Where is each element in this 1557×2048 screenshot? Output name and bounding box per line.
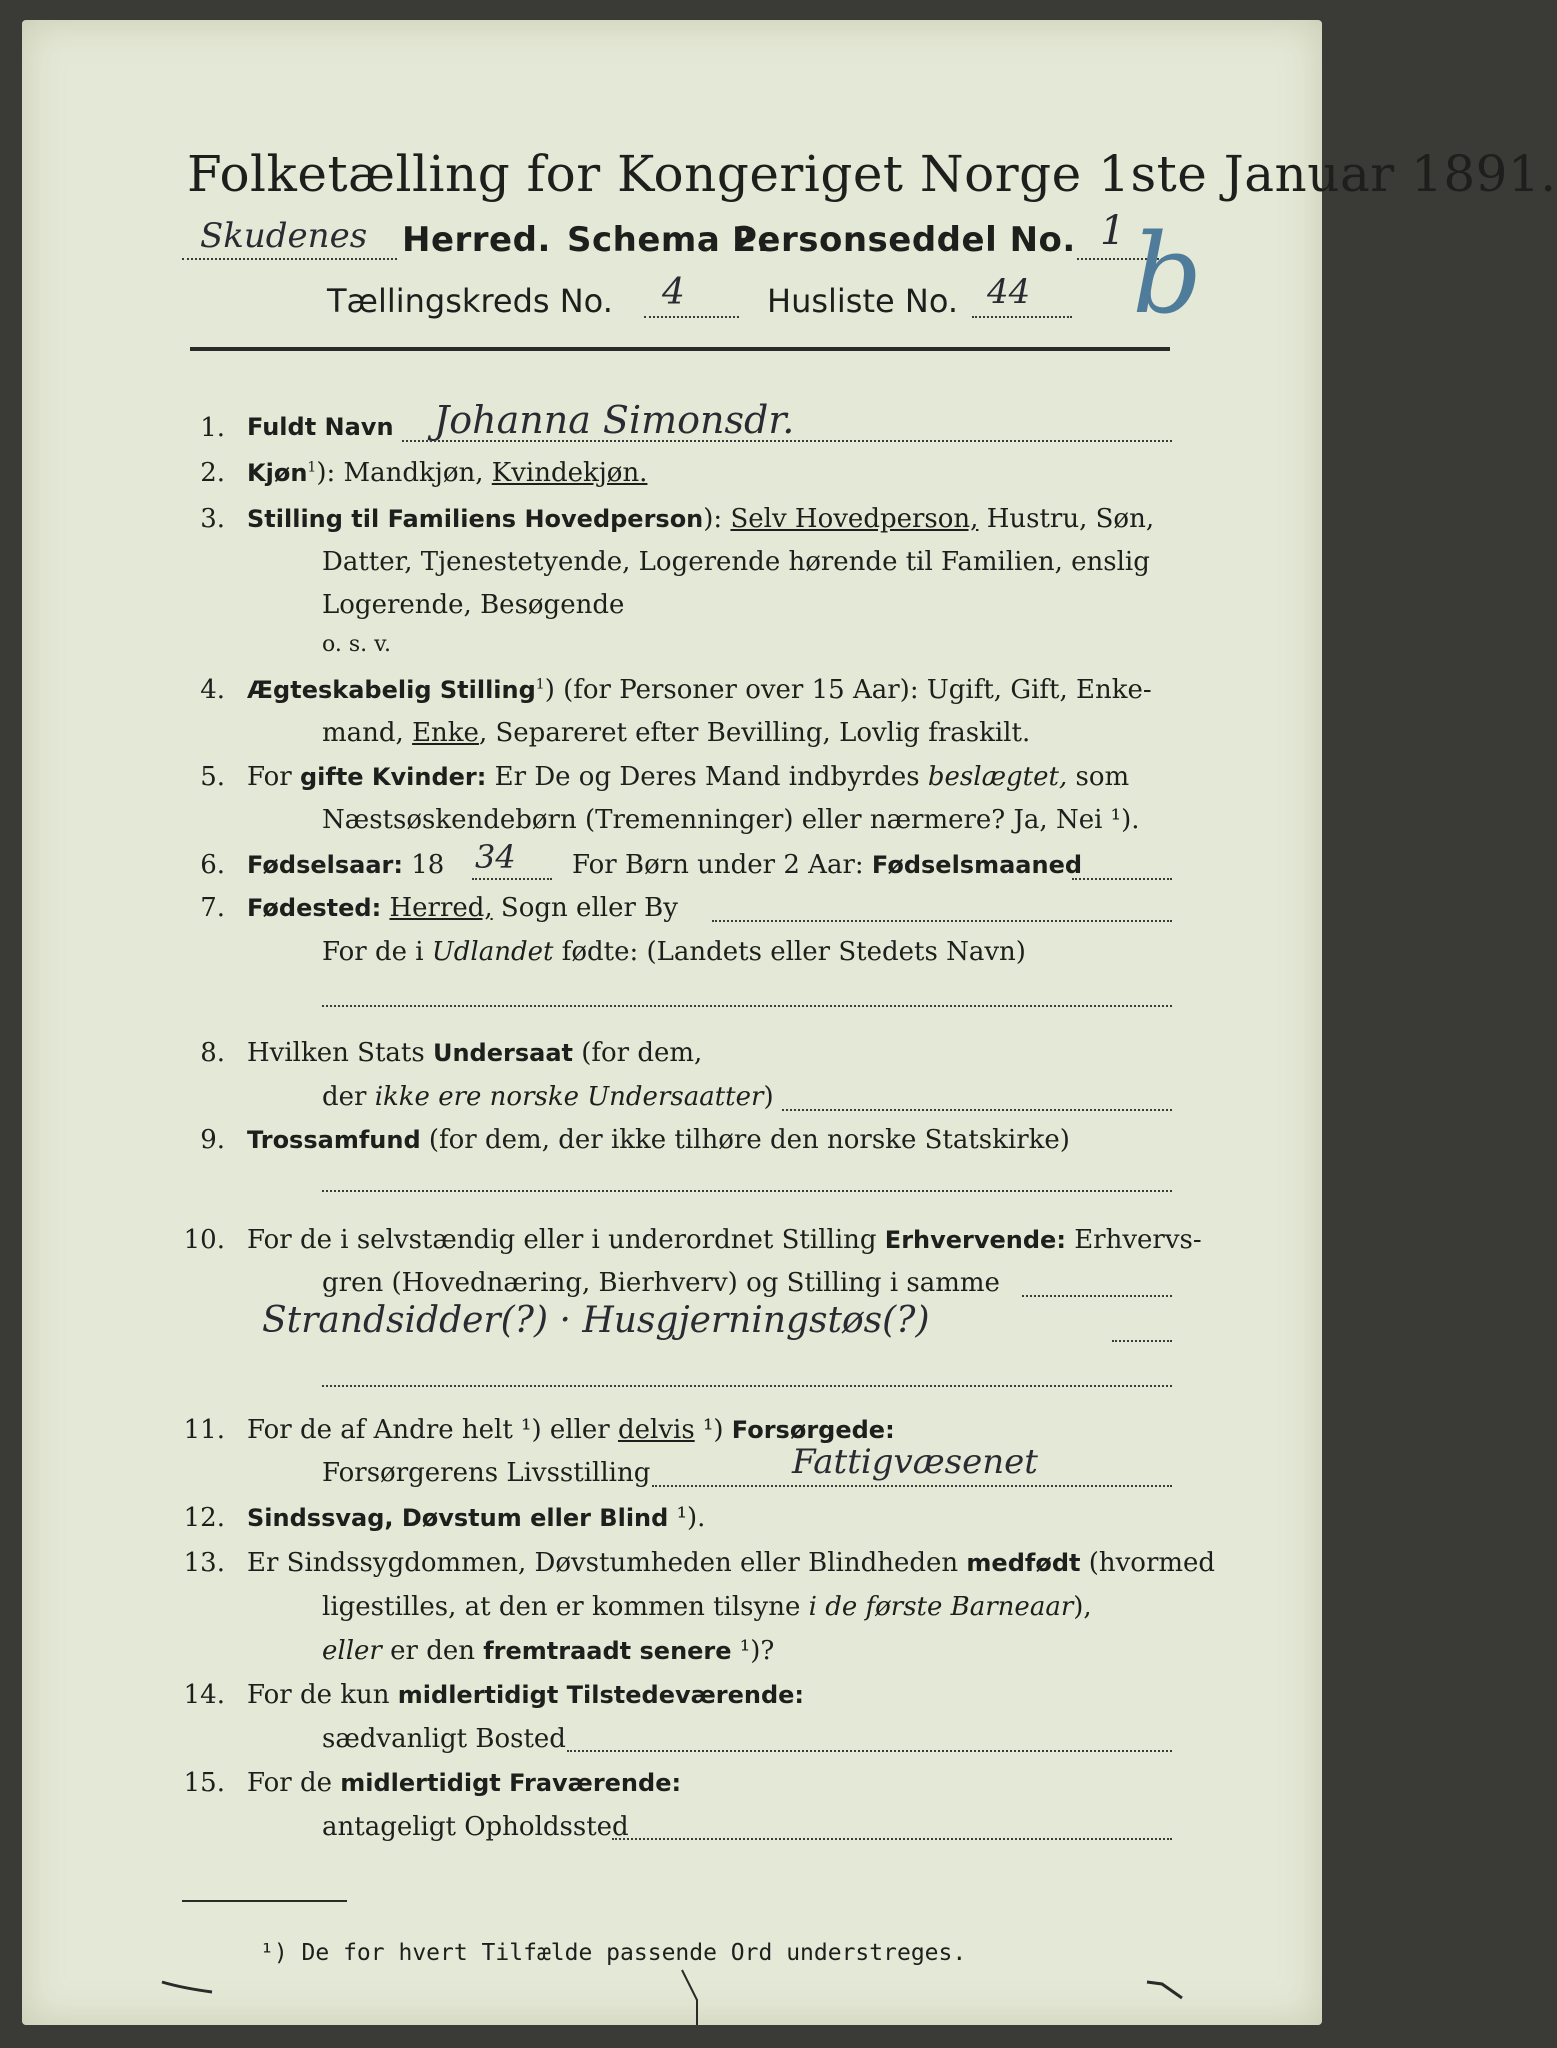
item-3-number: 3. <box>200 504 225 534</box>
item-11-line-2: Forsørgerens Livsstilling <box>322 1458 651 1488</box>
item-9-dotted-line <box>322 1190 1172 1192</box>
item-12-line: Sindssvag, Døvstum eller Blind ¹). <box>247 1503 706 1533</box>
item-11-dotted-line <box>652 1485 1172 1487</box>
stray-pen-marks <box>152 1970 1232 2040</box>
item-11-number: 11. <box>183 1415 225 1445</box>
item-11-value: Fattigvæsenet <box>792 1442 1038 1482</box>
item-6-dotted-line-2 <box>1072 878 1172 880</box>
item-14-dotted-line <box>567 1750 1172 1752</box>
item-11-line-1: For de af Andre helt ¹) eller delvis ¹) Forsørgede: <box>247 1415 895 1445</box>
item-7-dotted-line-2 <box>322 1005 1172 1007</box>
item-6-line-b: For Børn under 2 Aar: Fødselsmaaned <box>572 850 1083 880</box>
item-1-dotted-line <box>402 440 1172 442</box>
item-10-dotted-line-1 <box>1022 1295 1172 1297</box>
item-8-line-2: der ikke ere norske Undersaatter) <box>322 1082 774 1112</box>
herred-label: Herred. <box>402 220 551 260</box>
item-6-number: 6. <box>200 850 225 880</box>
item-13-line-2: ligestilles, at den er kommen tilsyne i de første Barneaar), <box>322 1592 1092 1622</box>
item-3-line-3: Logerende, Besøgende <box>322 590 625 620</box>
item-13-number: 13. <box>183 1548 225 1578</box>
item-12-number: 12. <box>183 1503 225 1533</box>
item-4-number: 4. <box>200 675 225 705</box>
item-14-line-1: For de kun midlertidigt Tilstedeværende: <box>247 1680 805 1710</box>
kreds-label: Tællingskreds No. <box>327 282 613 320</box>
kreds-dotted-line <box>644 316 739 318</box>
item-4-line-1: Ægteskabelig Stilling$^1$) (for Personer over 15 Aar): Ugift, Gift, Enke- <box>247 675 1152 705</box>
item-7-line-1: Fødested: Herred, Sogn eller By <box>247 893 678 923</box>
form-title: Folketælling for Kongeriget Norge 1ste Januar 1891. <box>187 145 1557 203</box>
header-rule <box>190 347 1170 351</box>
item-10-dotted-line-3 <box>322 1385 1172 1387</box>
item-10-number: 10. <box>183 1225 225 1255</box>
item-9-line: Trossamfund (for dem, der ikke tilhøre den norske Statskirke) <box>247 1125 1070 1155</box>
item-8-dotted-line <box>782 1109 1172 1111</box>
item-15-line-1: For de midlertidigt Fraværende: <box>247 1768 682 1798</box>
item-5-line-1: For gifte Kvinder: Er De og Deres Mand indbyrdes beslægtet, som <box>247 762 1130 792</box>
kreds-value: 4 <box>662 272 685 313</box>
footnote-rule <box>182 1900 347 1902</box>
item-10-line-2: gren (Hovednæring, Bierhverv) og Stilling i samme <box>322 1268 1000 1298</box>
husliste-dotted-line <box>972 316 1072 318</box>
item-7-number: 7. <box>200 893 225 923</box>
item-6-value: 34 <box>475 838 516 876</box>
item-10-line-1: For de i selvstændig eller i underordnet Stilling Erhvervende: Erhvervs- <box>247 1225 1202 1255</box>
item-6-line-a: Fødselsaar: 18 <box>247 850 445 880</box>
item-8-line-1: Hvilken Stats Undersaat (for dem, <box>247 1038 703 1068</box>
item-3-line-2: Datter, Tjenestetyende, Logerende hørende til Familien, enslig <box>322 547 1150 577</box>
herred-dotted-line <box>182 258 397 260</box>
corner-mark: b <box>1132 210 1203 338</box>
herred-value: Skudenes <box>200 216 368 256</box>
item-2-number: 2. <box>200 458 225 488</box>
item-13-line-3: eller er den fremtraadt senere ¹)? <box>322 1636 775 1666</box>
item-10-dotted-line-2 <box>1112 1340 1172 1342</box>
item-3-line-4: o. s. v. <box>322 632 391 657</box>
item-1-value: Johanna Simonsdr. <box>434 398 795 442</box>
item-5-number: 5. <box>200 762 225 792</box>
item-15-number: 15. <box>183 1768 225 1798</box>
item-15-dotted-line <box>612 1838 1172 1840</box>
item-1-label: Fuldt Navn <box>247 413 394 441</box>
schema-label: Schema 2. <box>567 220 771 260</box>
item-15-line-2: antageligt Opholdssted <box>322 1812 629 1842</box>
item-6-dotted-line-1 <box>472 878 552 880</box>
item-7-line-2: For de i Udlandet fødte: (Landets eller Stedets Navn) <box>322 937 1026 967</box>
footnote: ¹) De for hvert Tilfælde passende Ord understreges. <box>260 1940 967 1966</box>
item-14-line-2: sædvanligt Bosted <box>322 1724 566 1754</box>
item-13-line-1: Er Sindssygdommen, Døvstumheden eller Blindheden medfødt (hvormed <box>247 1548 1216 1578</box>
husliste-value: 44 <box>987 272 1031 312</box>
item-14-number: 14. <box>183 1680 225 1710</box>
personseddel-label: Personseddel No. <box>732 220 1076 260</box>
husliste-label: Husliste No. <box>767 282 958 320</box>
personseddel-value: 1 <box>1100 208 1126 254</box>
item-4-line-2: mand, Enke, Separeret efter Bevilling, Lovlig fraskilt. <box>322 718 1031 748</box>
item-3-line-1: Stilling til Familiens Hovedperson): Selv Hovedperson, Hustru, Søn, <box>247 504 1155 534</box>
item-1-number: 1. <box>200 413 225 443</box>
item-5-line-2: Næstsøskendebørn (Tremenninger) eller nærmere? Ja, Nei ¹). <box>322 805 1140 835</box>
item-2-line: Kjøn$^1$): Mandkjøn, Kvindekjøn. <box>247 458 648 488</box>
item-7-dotted-line-1 <box>712 920 1172 922</box>
item-9-number: 9. <box>200 1125 225 1155</box>
census-form-page <box>22 20 1557 2025</box>
item-10-value: Strandsidder(?) · Husgjerningstøs(?) <box>262 1300 930 1341</box>
item-8-number: 8. <box>200 1038 225 1068</box>
